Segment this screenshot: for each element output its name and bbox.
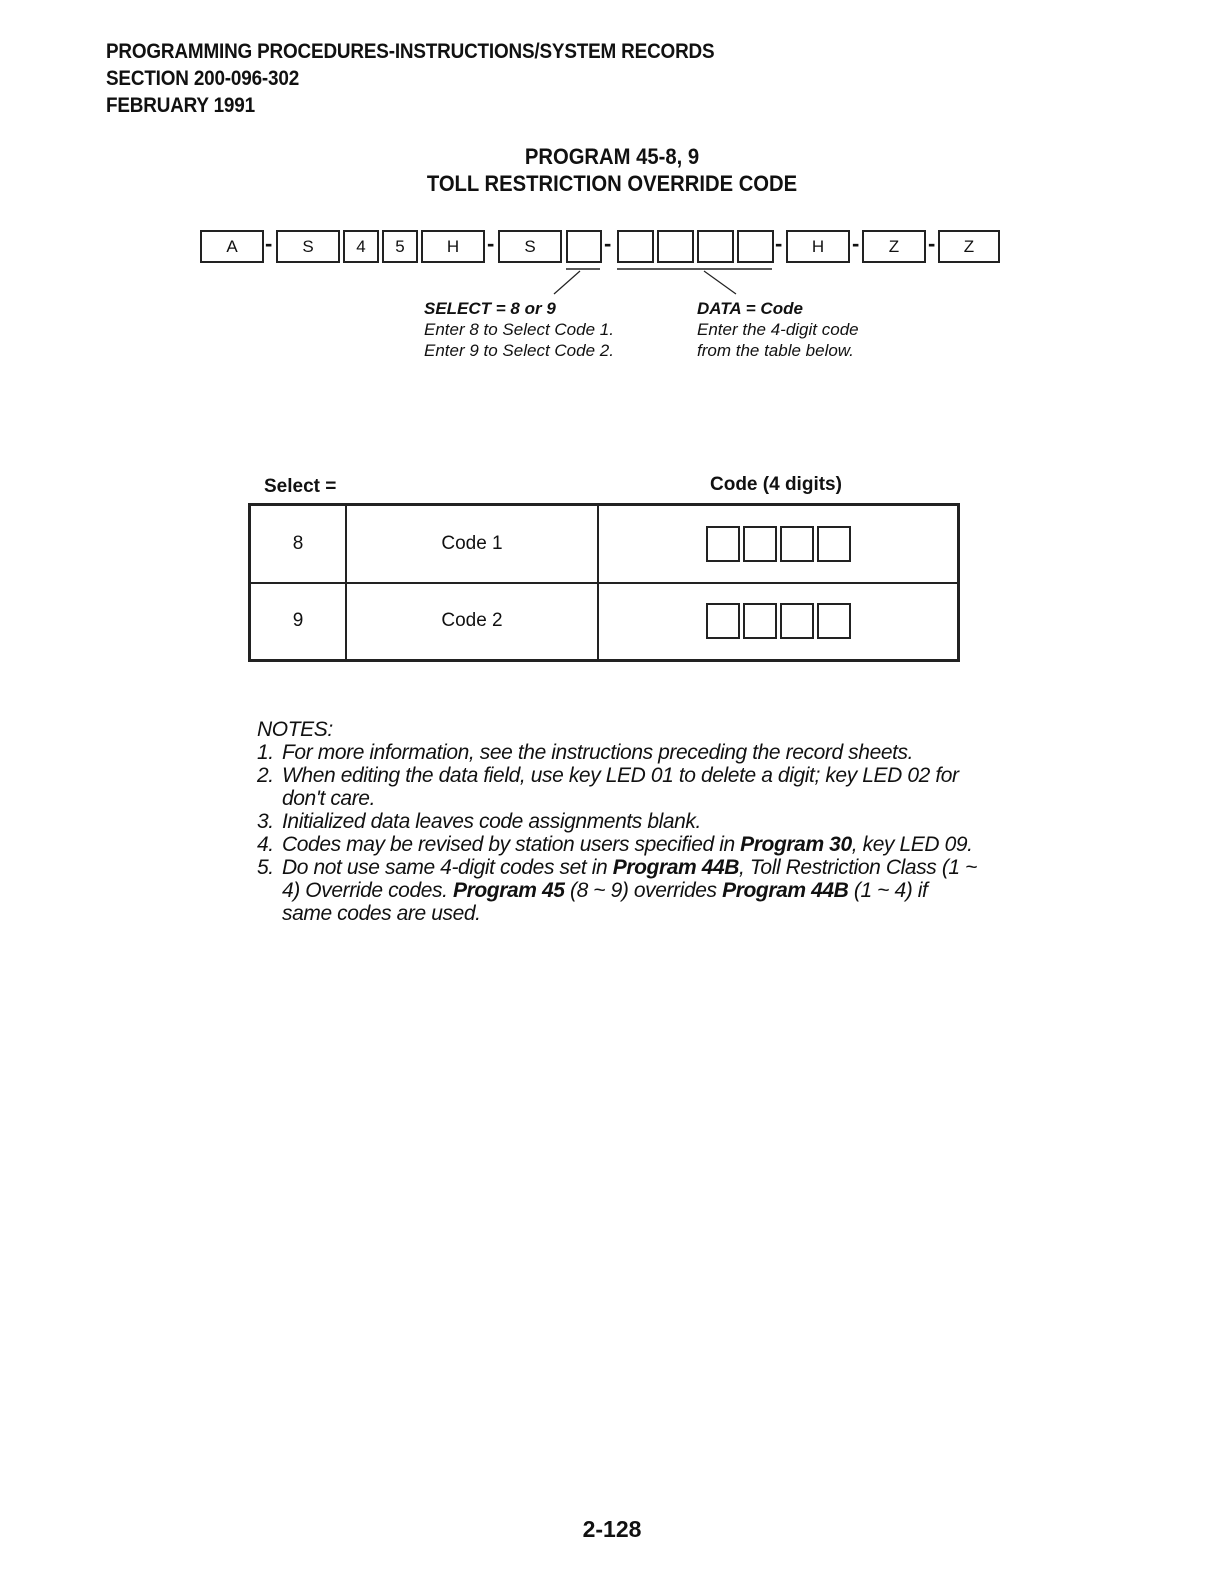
key-separator: -: [604, 231, 612, 256]
digit-box[interactable]: [743, 603, 777, 639]
key-box: S: [276, 230, 340, 263]
code-entry-boxes: [706, 603, 851, 639]
select-heading: SELECT = 8 or 9: [424, 299, 556, 318]
note-item: 2. When editing the data field, use key LED 01 to delete a digit; key LED 02 for don't care.: [257, 764, 959, 810]
digit-box[interactable]: [817, 603, 851, 639]
note-item: 1. For more information, see the instructions preceding the record sheets.: [257, 741, 914, 764]
key-box: Z: [862, 230, 926, 263]
digit-box[interactable]: [817, 526, 851, 562]
digit-box[interactable]: [706, 526, 740, 562]
note-item: 3. Initialized data leaves code assignments blank.: [257, 810, 701, 833]
notes-heading: NOTES:: [257, 718, 333, 741]
key-box: S: [498, 230, 562, 263]
header-line-1: PROGRAMMING PROCEDURES-INSTRUCTIONS/SYSTEM RECORDS: [106, 40, 715, 63]
digit-box[interactable]: [780, 603, 814, 639]
select-legend: [424, 298, 614, 361]
title-line-1: PROGRAM 45-8, 9: [524, 144, 700, 169]
header-line-3: FEBRUARY 1991: [106, 94, 255, 117]
key-separator: -: [265, 231, 273, 256]
digit-box[interactable]: [743, 526, 777, 562]
key-box: Z: [938, 230, 1000, 263]
key-separator: -: [487, 231, 495, 256]
key-box: 4: [343, 230, 379, 263]
code-table: [248, 503, 960, 662]
note-item: 5. Do not use same 4-digit codes set in Program 44B, Toll Restriction Class (1 ~ 4) Override codes. Program 45 (8 ~ 9) overrides Program 44B (1 ~ 4) if same codes are used.: [257, 856, 978, 925]
digit-box[interactable]: [780, 526, 814, 562]
table-row: [250, 505, 959, 583]
title-line-2: TOLL RESTRICTION OVERRIDE CODE: [426, 171, 798, 196]
digit-box[interactable]: [706, 603, 740, 639]
code-entry-boxes: [706, 526, 851, 562]
select-line-1: Enter 8 to Select Code 1.: [424, 320, 614, 339]
code-cell: [598, 583, 959, 661]
select-line-2: Enter 9 to Select Code 2.: [424, 341, 614, 360]
callout-lines: [0, 0, 1224, 320]
key-separator: -: [852, 231, 860, 256]
code-cell: [598, 505, 959, 583]
note-item: 4. Codes may be revised by station users specified in Program 30, key LED 09.: [257, 833, 973, 856]
key-box: H: [786, 230, 850, 263]
page-number: 2-128: [582, 1516, 642, 1542]
key-box: 5: [382, 230, 418, 263]
key-box: A: [200, 230, 264, 263]
key-separator: -: [928, 231, 936, 256]
header-line-2: SECTION 200-096-302: [106, 67, 300, 90]
label-cell: Code 2: [346, 583, 598, 661]
data-legend: [697, 298, 859, 361]
data-line-1: Enter the 4-digit code: [697, 320, 859, 339]
key-box: H: [421, 230, 485, 263]
table-row: [250, 583, 959, 661]
key-separator: -: [775, 231, 783, 256]
select-cell: 8: [250, 505, 347, 583]
select-column-header: Select =: [264, 476, 337, 497]
label-cell: Code 1: [346, 505, 598, 583]
data-line-2: from the table below.: [697, 341, 854, 360]
code-column-header: Code (4 digits): [710, 474, 842, 495]
select-cell: 9: [250, 583, 347, 661]
data-heading: DATA = Code: [697, 299, 803, 318]
notes-section: [257, 718, 977, 925]
